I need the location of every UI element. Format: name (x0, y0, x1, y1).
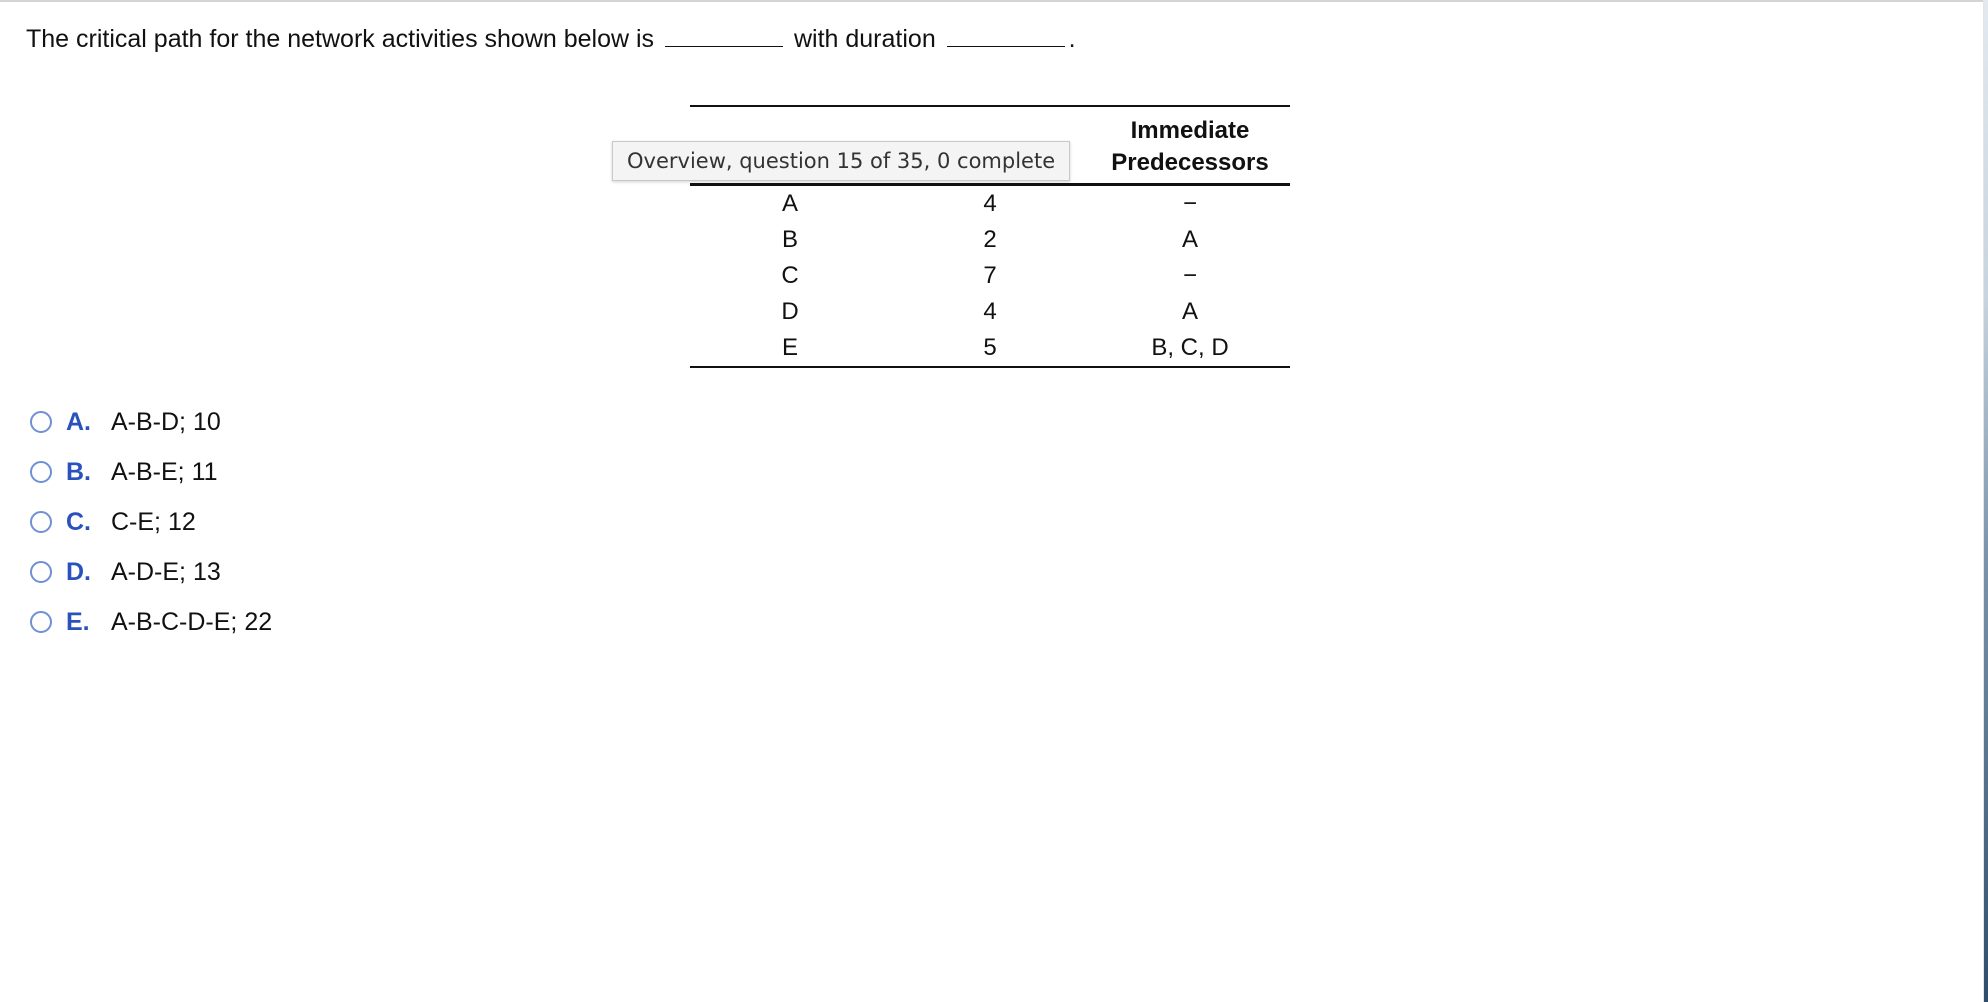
activity-cell: C (781, 262, 799, 289)
table-row (690, 185, 1290, 223)
answer-blank-duration (947, 24, 1065, 47)
option-letter: D. (66, 557, 91, 586)
option-text: C-E; 12 (111, 507, 196, 536)
question-part-2: with duration (793, 25, 936, 53)
header-immediate-predecessors: Immediate Predecessors (1090, 106, 1290, 185)
duration-cell: 5 (890, 330, 1090, 367)
table-row (690, 294, 1290, 330)
predecessors-cell: A (1181, 298, 1198, 325)
table-row (690, 330, 1290, 367)
answer-blank-path (665, 24, 783, 47)
table-row (690, 222, 1290, 258)
predecessors-cell: − (1182, 190, 1197, 217)
window-edge-strip (1984, 0, 1988, 1002)
duration-cell: 7 (983, 262, 997, 289)
option-d[interactable] (30, 547, 272, 597)
duration-cell: 4 (983, 298, 997, 325)
table-row (690, 258, 1290, 294)
radio-button-icon[interactable] (30, 561, 52, 583)
duration-cell: 2 (983, 226, 997, 253)
radio-button-icon[interactable] (30, 511, 52, 533)
radio-button-icon[interactable] (30, 611, 52, 633)
question-part-1: The critical path for the network activities shown below is (26, 25, 655, 53)
radio-button-icon[interactable] (30, 411, 52, 433)
activity-cell: E (690, 330, 890, 367)
radio-button-icon[interactable] (30, 461, 52, 483)
duration-cell: 4 (983, 190, 997, 217)
option-text: A-B-D; 10 (111, 407, 221, 436)
option-letter: E. (66, 607, 90, 636)
activity-cell: D (781, 298, 799, 325)
activity-cell: A (781, 190, 798, 217)
option-b[interactable] (30, 447, 272, 497)
question-text (26, 22, 1076, 56)
option-e[interactable] (30, 597, 272, 647)
option-text: A-D-E; 13 (111, 557, 221, 586)
option-letter: A. (66, 407, 91, 436)
option-c[interactable] (30, 497, 272, 547)
question-end: . (1068, 25, 1076, 53)
predecessors-cell: A (1181, 226, 1198, 253)
option-letter: C. (66, 507, 91, 536)
answer-options (30, 397, 272, 647)
predecessors-cell: − (1182, 262, 1197, 289)
overview-tooltip: Overview, question 15 of 35, 0 complete (612, 141, 1070, 181)
option-text: A-B-C-D-E; 22 (111, 607, 273, 636)
activity-cell: B (781, 226, 798, 253)
top-border (0, 0, 1988, 2)
option-a[interactable] (30, 397, 272, 447)
predecessors-cell: B, C, D (1090, 330, 1290, 367)
option-text: A-B-E; 11 (111, 457, 218, 486)
option-letter: B. (66, 457, 91, 486)
